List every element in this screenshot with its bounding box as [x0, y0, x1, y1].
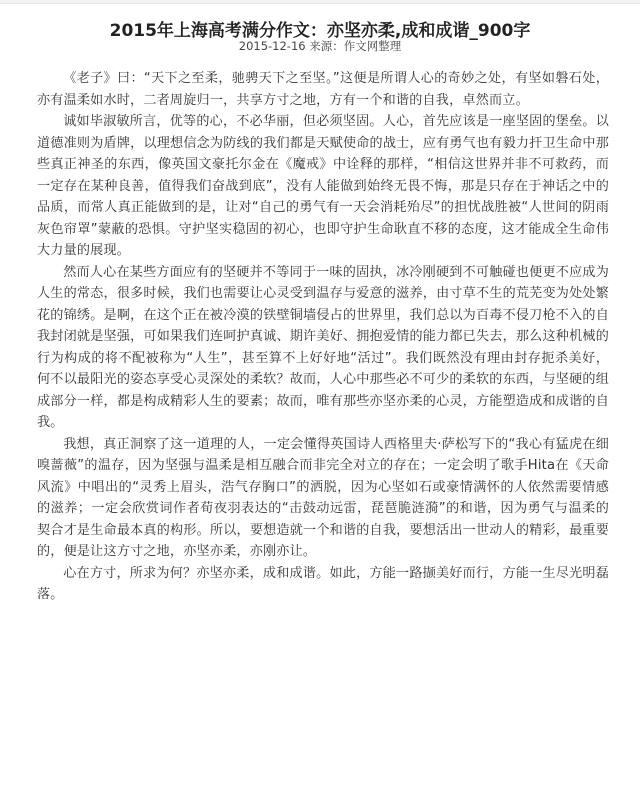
paragraph-4: 我想，真正洞察了这一道理的人，一定会懂得英国诗人西格里夫·萨松写下的“我心有猛虎在细嗅蔷薇”的温存，因为坚强与温柔是相互融合而非完全对立的存在；一定会明了歌手Hita在《天命风流》中唱出的“灵秀上眉头，浩气存胸口”的洒脱，因为心坚如石或豪情满怀的人依然需要情感的滋养；一定会欣赏词作者荀夜羽表达的“击鼓动远雷，琵琶脆涟漪”的和谐，因为勇气与温柔的契合才是生命最本真的构形。所以，要想造就一个和谐的自我，要想活出一世动人的精彩，最重要的，便是让这方寸之地，亦坚亦柔，亦刚亦让。: [37, 436, 609, 559]
paragraph-3: 然而人心在某些方面应有的坚硬并不等同于一味的固执，冰冷刚硬到不可触碰也便更不应成为人生的常态，很多时候，我们也需要让心灵受到温存与爱意的滋养，由寸草不生的荒芜变为处处繁花的锦绣。是啊，在这个正在被冷漠的铁壁铜墙侵占的世界里，我们总以为百毒不侵刀枪不入的自我封闭就是坚强，可如果我们连呵护真诚、期许美好、拥抱爱情的能力都已失去，那么这种机械的行为构成的将不配被称为“人生”，甚至算不上好好地“活过”。我们既然没有理由封存扼杀美好，何不以最阳光的姿态享受心灵深处的柔软？故而，人心中那些必不可少的柔软的东西，与坚硬的组成部分一样，都是构成精彩人生的要素；故而，唯有那些亦坚亦柔的心灵，方能塑造成和成谐的自我。: [37, 264, 609, 430]
article-meta: 2015-12-16 来源：作文网整理: [238, 39, 402, 53]
top-border: [0, 0, 640, 4]
paragraph-2: 诚如毕淑敏所言，优等的心，不必华丽，但必须坚固。人心，首先应该是一座坚固的堡垒。以道德准则为盾牌，以理想信念为防线的我们都是天赋使命的战士，应有勇气也有毅力扞卫生命中那些真正神圣的东西，像英国文豪托尔金在《魔戒》中诠释的那样，“相信这世界并非不可救药，而一定存在某种良善，值得我们奋战到底”，没有人能做到始终无畏不悔，那是只存在于神话之中的品质，而常人真正能做到的是，让对“自己的勇气有一天会消耗殆尽”的担忧战胜被“人世间的阴雨灰色帘罩”蒙蔽的恐惧。守护坚实稳固的初心，也即守护生命耿直不移的态度，这才能成全生命伟大力量的展现。: [37, 114, 609, 258]
article-body: [37, 68, 609, 606]
paragraph-5: 心在方寸，所求为何？亦坚亦柔，成和成谐。如此，方能一路撷美好而行，方能一生尽光明磊落。: [37, 565, 609, 602]
paragraph-1: 《老子》曰：“天下之至柔，驰骋天下之至坚。”这便是所谓人心的奇妙之处，有坚如磐石处，亦有温柔如水时，二者周旋归一，共享方寸之地，方有一个和谐的自我，卓然而立。: [37, 71, 609, 108]
article-title: 2015年上海高考满分作文：亦坚亦柔,成和成谐_900字: [109, 21, 531, 42]
